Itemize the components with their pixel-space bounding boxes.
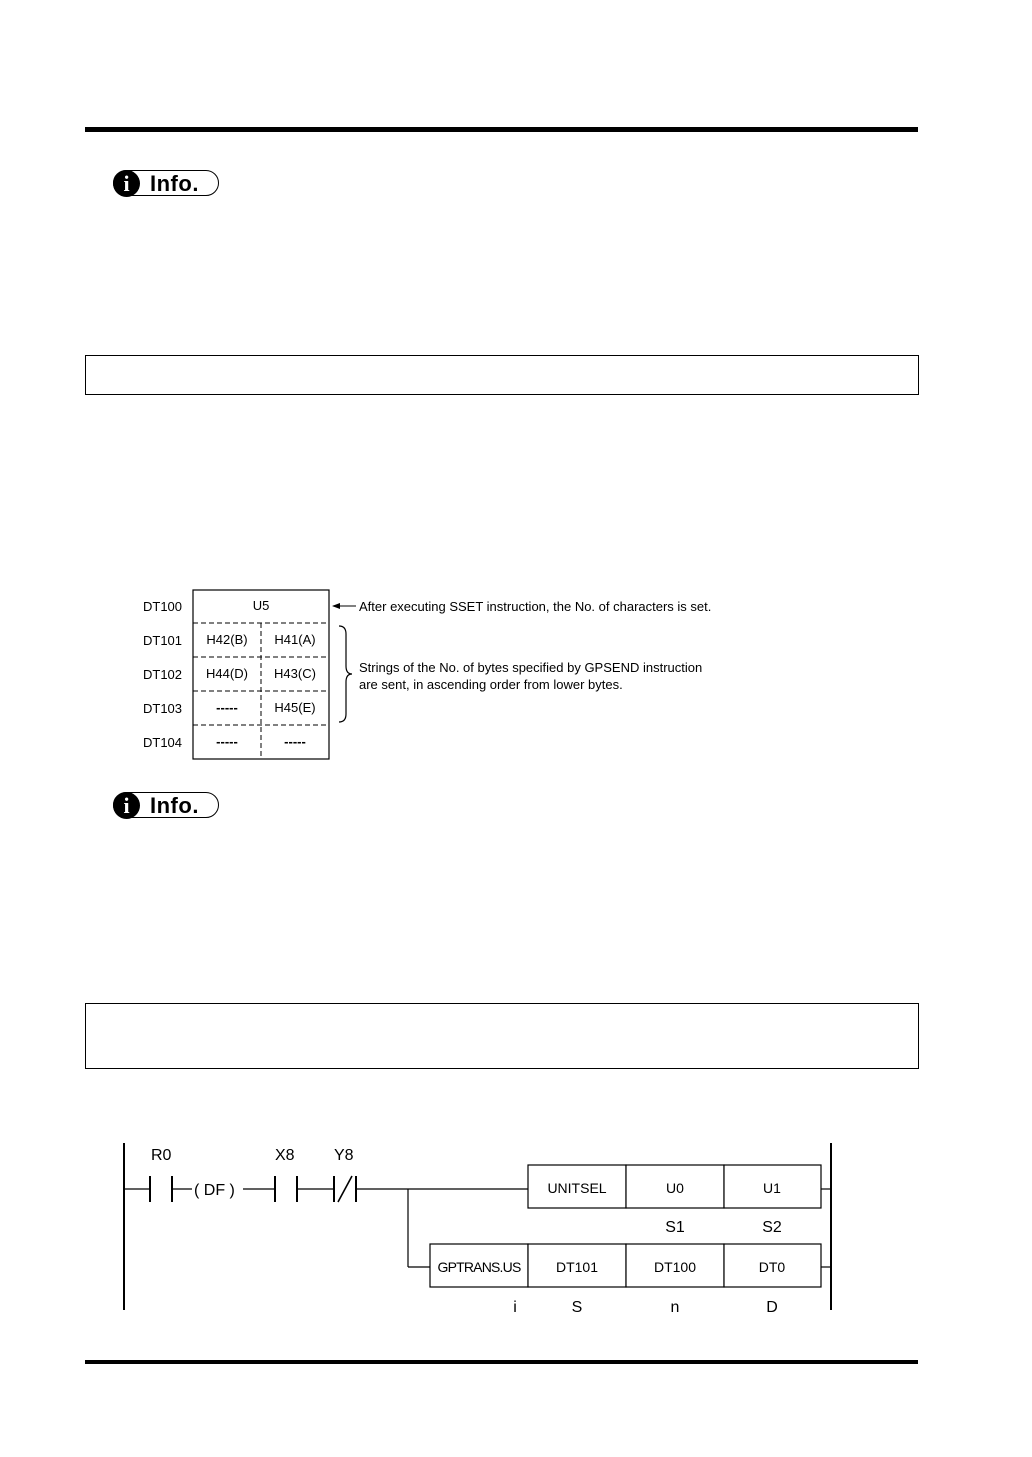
instruction-text: GPTRANS.US bbox=[437, 1259, 521, 1275]
cell-value: H41(A) bbox=[274, 632, 316, 647]
instruction-text: DT100 bbox=[653, 1259, 697, 1275]
cell-value: H45(E) bbox=[274, 700, 316, 715]
info-badge bbox=[113, 792, 219, 818]
cell-value: ----- bbox=[216, 734, 238, 749]
operand-label: D bbox=[766, 1299, 778, 1316]
operand-label: S bbox=[571, 1299, 583, 1316]
register-label: DT104 bbox=[143, 735, 183, 750]
operand-label: S1 bbox=[665, 1219, 685, 1236]
note-box bbox=[85, 1003, 919, 1069]
cell-value: ----- bbox=[216, 700, 238, 715]
annotation-strings-line1: Strings of the No. of bytes specified by GPSEND instruction bbox=[359, 660, 703, 675]
info-badge bbox=[113, 170, 219, 196]
register-label: DT102 bbox=[143, 667, 183, 682]
instruction-text: DT0 bbox=[758, 1259, 786, 1275]
header-rule bbox=[85, 127, 918, 132]
instruction-text: U1 bbox=[763, 1180, 781, 1196]
cell-value: ----- bbox=[284, 734, 306, 749]
register-label: DT100 bbox=[143, 599, 183, 614]
cell-value: H43(C) bbox=[274, 666, 316, 681]
contact-r0-label: R0 bbox=[151, 1147, 172, 1164]
instruction-text: UNITSEL bbox=[547, 1180, 607, 1196]
info-badge-label: Info. bbox=[150, 171, 199, 196]
operand-label: S2 bbox=[762, 1219, 782, 1236]
contact-x8-label: X8 bbox=[275, 1147, 295, 1164]
register-label: DT103 bbox=[143, 701, 183, 716]
info-badge-label: Info. bbox=[150, 793, 199, 818]
cell-value: U5 bbox=[252, 598, 270, 613]
contact-y8-slash bbox=[338, 1176, 352, 1202]
arrow-head-icon bbox=[332, 603, 340, 609]
brace-icon bbox=[339, 626, 352, 722]
note-box bbox=[85, 355, 919, 395]
cell-value: H44(D) bbox=[206, 666, 248, 681]
contact-y8-label: Y8 bbox=[334, 1147, 354, 1164]
instruction-text: DT101 bbox=[555, 1259, 599, 1275]
ladder-diagram bbox=[110, 1135, 850, 1320]
footer-rule bbox=[85, 1360, 918, 1364]
memory-table-diagram bbox=[130, 585, 750, 765]
cell-value: H42(B) bbox=[206, 632, 248, 647]
operand-label: i bbox=[513, 1299, 517, 1316]
df-label: ( DF ) bbox=[194, 1182, 235, 1199]
register-label: DT101 bbox=[143, 633, 183, 648]
annotation-sset: After executing SSET instruction, the No. of characters is set. bbox=[359, 599, 712, 614]
instruction-text: U0 bbox=[666, 1180, 684, 1196]
annotation-strings-line2: are sent, in ascending order from lower bytes. bbox=[359, 677, 623, 692]
operand-label: n bbox=[670, 1299, 680, 1316]
info-icon: i bbox=[113, 170, 140, 197]
info-icon: i bbox=[113, 792, 140, 819]
